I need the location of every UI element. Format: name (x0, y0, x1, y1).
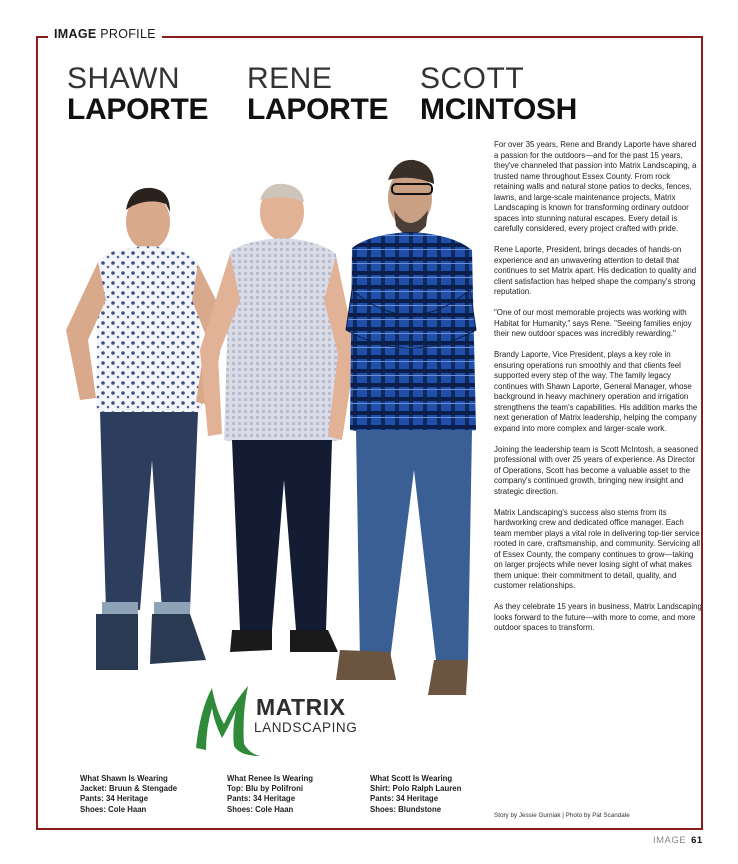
wearing-renee (227, 774, 313, 815)
person-shawn (66, 188, 226, 670)
photo-credit: Story by Jessie Gurniak | Photo by Pat Scandale (494, 812, 630, 819)
wearing-line: Shoes: Blundstone (370, 804, 442, 814)
last-name: MCINTOSH (420, 93, 578, 126)
article-paragraph: "One of our most memorable projects was working with Habitat for Humanity," says Rene. "Seeing families enjoy their new outdoor spaces was incredibly rewarding." (494, 308, 692, 338)
logo-word-landscaping: LANDSCAPING (254, 720, 358, 735)
wearing-line: Top: Blu by Polifroni (227, 784, 304, 794)
section-label: IMAGE PROFILE (48, 27, 162, 41)
last-name: LAPORTE (67, 93, 209, 126)
page-folio (653, 835, 703, 846)
article-body (494, 140, 702, 644)
wearing-line: Pants: 34 Heritage (227, 794, 296, 804)
first-name: SHAWN (67, 62, 181, 95)
page-number: 61 (691, 835, 703, 846)
wearing-line: Jacket: Bruun & Stengade (80, 784, 178, 794)
article-paragraph: As they celebrate 15 years in business, Matrix Landscaping looks forward to the future—with more to come, and more outdoor spaces to transform. (494, 602, 702, 632)
article-paragraph: Joining the leadership team is Scott McIntosh, a seasoned professional with over 25 years of experience. As Director of Operations, Scott has become a valuable asset to the company's continued growth, bringing new insight and strategic direction. (494, 444, 698, 496)
person-scott (336, 160, 476, 695)
name-heading-rene (247, 64, 388, 125)
wearing-line: Shoes: Cole Haan (80, 804, 147, 814)
wearing-title: What Shawn Is Wearing (80, 774, 168, 783)
wearing-scott (370, 774, 461, 815)
person-rene (200, 184, 356, 652)
wearing-shawn (80, 774, 177, 815)
first-name: RENE (247, 62, 333, 95)
team-photo (40, 140, 490, 700)
article-paragraph: Rene Laporte, President, brings decades of hands-on experience and an unwavering attention to detail that continues to set Matrix apart. His dedication to quality and client satisfaction has helped shape the company's strong reputation. (494, 245, 697, 296)
last-name: LAPORTE (247, 93, 389, 126)
name-heading-shawn (67, 64, 208, 125)
wearing-line: Pants: 34 Heritage (370, 794, 439, 804)
article-paragraph: Brandy Laporte, Vice President, plays a key role in ensuring operations run smoothly and that clients feel supported every step of the way. The family legacy continues with Shawn Laporte, General Manager, whose background in heavy machinery operation and irrigation strengthens the team's capabilities. His addition marks the next generation of Matrix leadership, helping the company expand into more complex and larger-scale work. (494, 350, 698, 433)
article-paragraph: For over 35 years, Rene and Brandy Laporte have shared a passion for the outdoors—and for the past 15 years, they've channeled that passion into Matrix Landscaping, a trusted name throughout Essex County. From rock retaining walls and natural stone patios to decks, fences, lawns, and large-scale maintenance projects, Matrix Landscaping is known for transforming ordinary outdoor spaces into stunning natural escapes. Every detail is carefully considered, every project crafted with pride. (494, 140, 697, 233)
wearing-title: What Scott Is Wearing (370, 774, 453, 783)
name-heading-scott (420, 64, 577, 125)
wearing-line: Shoes: Cole Haan (227, 804, 294, 814)
first-name: SCOTT (420, 62, 525, 95)
magazine-name: IMAGE (653, 835, 687, 846)
logo-word-matrix: MATRIX (256, 694, 346, 720)
wearing-line: Pants: 34 Heritage (80, 794, 149, 804)
article-paragraph: Matrix Landscaping's success also stems from its hardworking crew and dedicated office manager. Each team member plays a vital role in delivering top-tier service rooted in care, craftsmanship, and community. Servicing all of Essex County, the company continues to grow—taking on larger projects while never losing sight of what makes them unique: their commitment to detail, quality, and customer relationships. (494, 507, 700, 590)
matrix-landscaping-logo (190, 680, 380, 760)
wearing-title: What Renee Is Wearing (227, 774, 314, 783)
wearing-line: Shirt: Polo Ralph Lauren (370, 784, 462, 794)
